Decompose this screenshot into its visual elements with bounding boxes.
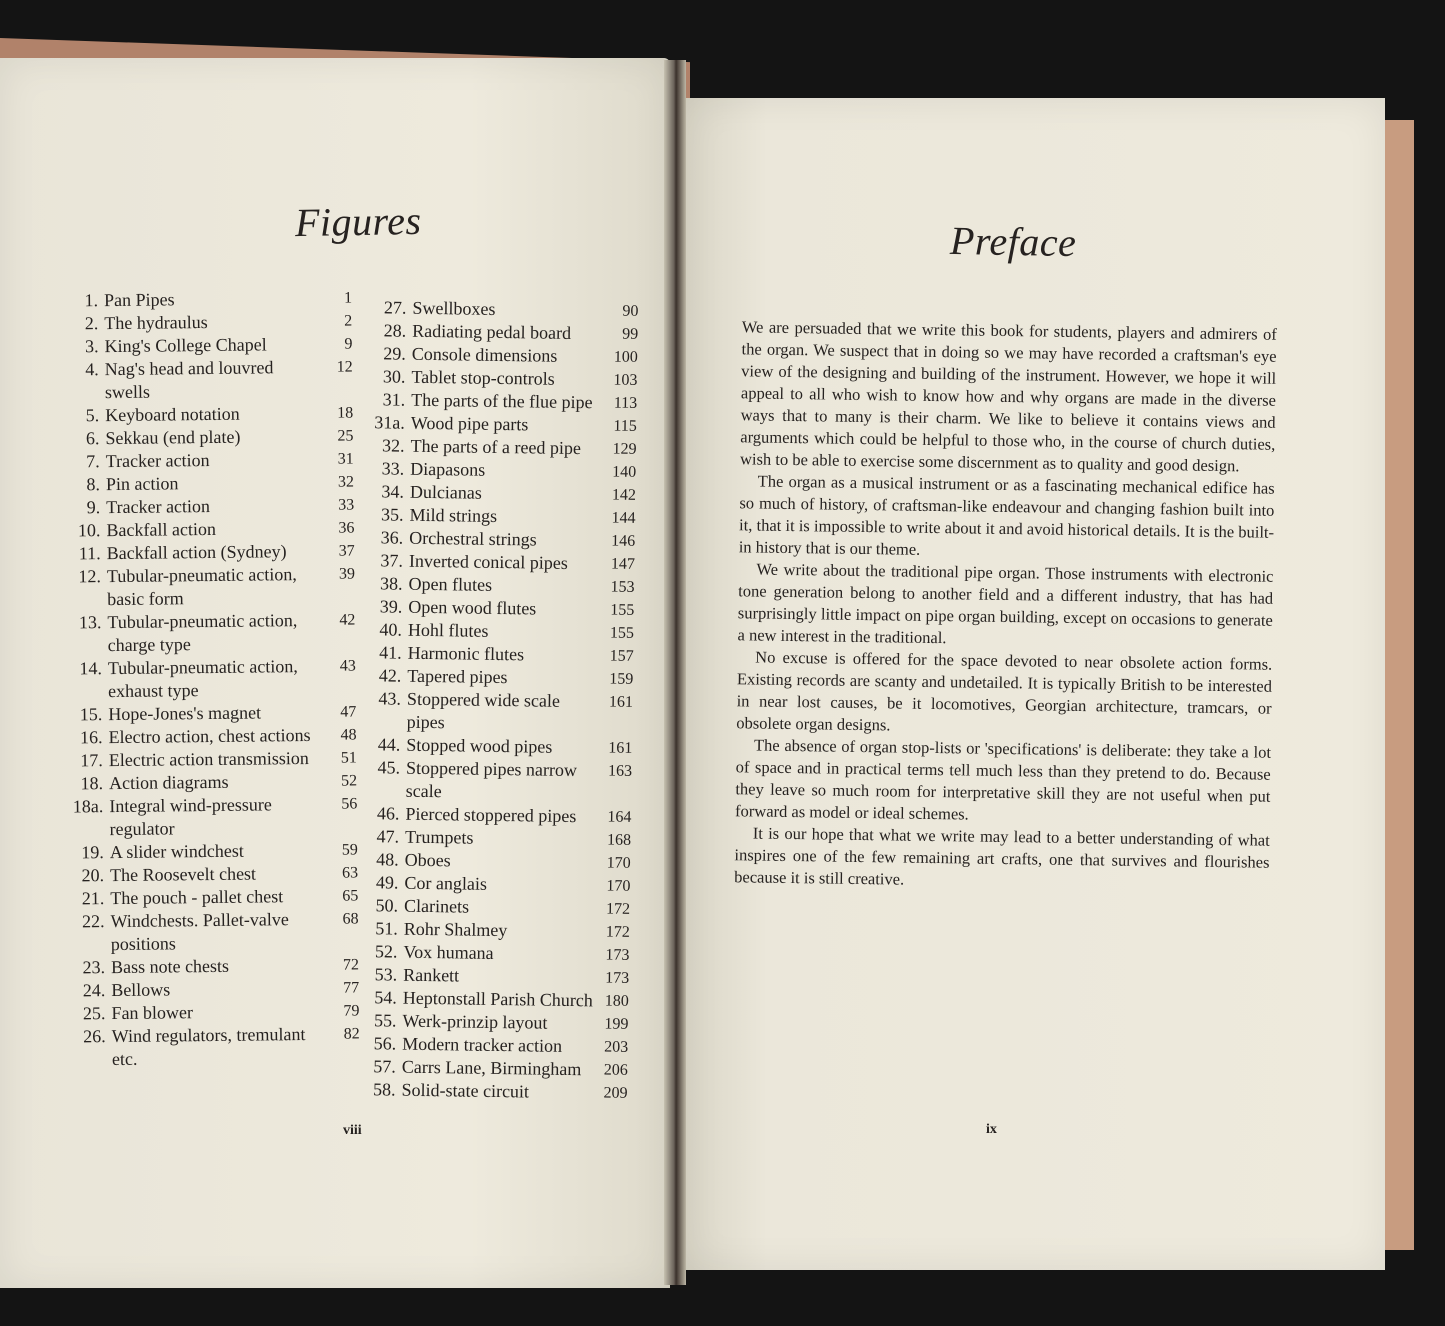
figure-entry [64,447,354,473]
figure-title: Dulcianas [409,481,483,503]
figure-page-number: 170 [606,854,631,872]
figure-page-number: 199 [604,1015,629,1033]
figure-title: The parts of the flue pipe [411,389,593,413]
figure-page-number: 173 [605,969,630,987]
figure-number: 31. [382,389,406,410]
figure-entry [69,999,359,1025]
figure-title: Oboes [404,849,451,871]
figure-number: 46. [376,803,400,824]
figure-page-number: 32 [337,473,355,491]
figure-page-number: 65 [342,887,359,905]
figure-page-number: 209 [603,1084,628,1102]
figure-number: 11. [78,543,101,564]
figure-number: 58. [372,1079,396,1100]
figure-title: Tracker action [105,450,210,472]
figure-title: Backfall action (Sydney) [106,541,287,564]
figure-page-number: 2 [344,312,353,330]
figure-number: 7. [86,451,100,472]
figure-entry [69,976,359,1002]
figure-number: 12. [78,566,102,587]
figure-number: 27. [383,297,407,318]
figure-entry [359,1078,627,1105]
figure-page-number: 164 [607,808,632,826]
figures-list-column-1 [62,287,360,1072]
preface-paragraph: It is our hope that what we write may lead to a better understanding of what inspires one of the few remaining art crafts, one that survives and flourishes because it is still creative. [734,823,1270,889]
figure-title: Stoppered wide scale pipes [406,688,561,733]
figure-title: Diapasons [410,458,486,480]
figure-title: Rohr Shalmey [403,918,508,941]
figure-number: 1. [84,290,99,311]
figure-number: 16. [79,727,103,748]
figure-page-number: 63 [341,864,359,882]
preface-paragraph: We write about the traditional pipe organ. Those instruments with electronic tone generation belong to another field and a different industry, that has had surprisingly little impact on pipe organ building, except on occasions to generate a new interest in the traditional. [737,559,1274,648]
figure-page-number: 115 [613,417,637,435]
figure-title: Tubular-pneumatic action, charge type [107,610,298,656]
preface-body [734,316,1277,895]
figure-title: A slider windchest [109,840,244,863]
figure-title: Bass note chests [110,955,230,978]
figure-title: Harmonic flutes [407,642,525,665]
figure-page-number: 42 [339,611,356,629]
book-gutter [664,60,686,1285]
figure-page-number: 161 [608,693,634,711]
figure-entry [68,838,358,864]
figure-page-number: 172 [605,923,630,941]
figure-page-number: 37 [338,542,355,560]
figure-page-number: 9 [344,335,353,353]
figure-number: 52. [374,941,398,962]
figure-number: 30. [382,366,406,387]
figure-page-number: 172 [605,900,631,918]
preface-paragraph: The organ as a musical instrument or as a fascinating mechanical edifice has so much of history, of craftsman-like endeavour and changing fashion built into it, that it is impossible to write about it and avoid historical details. It is the built-in history that is our theme. [738,471,1275,559]
figure-page-number: 203 [604,1038,629,1056]
figure-entry [68,861,358,887]
figure-title: Vox humana [403,941,494,963]
figure-number: 32. [381,435,405,456]
figure-title: The pouch - pallet chest [110,886,284,909]
figure-page-number: 18 [337,404,354,422]
figure-number: 9. [86,497,101,518]
preface-paragraph: No excuse is offered for the space devoted to near obsolete action forms. Existing records are scanty and undetailed. It is typically British to be interested in near lost causes, be it locomotives, Georgian architecture, tramcars, or obsolete organ designs. [736,647,1273,735]
figure-entry [65,562,355,611]
figure-entry [66,654,356,703]
figure-page-number: 159 [609,670,634,688]
figure-number: 50. [375,895,399,916]
figure-title: Tablet stop-controls [411,366,555,389]
figure-number: 24. [82,980,106,1001]
figure-title: Heptonstall Parish Church [402,987,593,1011]
figure-title: Tracker action [106,496,211,518]
figure-title: Radiating pedal board [412,320,572,343]
figure-entry [62,333,352,359]
figure-title: Modern tracker action [402,1033,563,1056]
figure-title: Stopped wood pipes [406,734,553,757]
figure-number: 3. [84,336,99,357]
figure-title: Trumpets [404,826,474,848]
figure-entry [365,687,634,737]
figure-number: 18. [80,773,104,794]
figure-title: Hope-Jones's magnet [108,702,262,725]
figure-number: 57. [373,1056,397,1077]
figure-title: Backfall action [106,518,216,541]
figure-entry [65,539,355,565]
figure-title: Hohl flutes [407,619,489,641]
figure-number: 26. [83,1026,106,1047]
figure-number: 47. [376,826,400,847]
figure-number: 35. [380,504,404,525]
figure-number: 13. [78,612,102,633]
figure-page-number: 79 [343,1002,360,1020]
figure-number: 37. [380,550,404,571]
figure-number: 29. [383,343,406,364]
figure-title: Rankett [403,964,460,986]
figure-number: 6. [85,428,100,449]
figure-number: 53. [374,964,398,985]
figure-title: Electric action transmission [108,747,309,771]
figure-title: Action diagrams [108,771,229,794]
page-number-left: viii [343,1123,362,1138]
figure-entry [70,1022,360,1071]
figure-number: 2. [84,313,99,334]
figure-page-number: 59 [341,841,358,859]
figure-title: The hydraulus [104,312,208,334]
figure-title: Fan blower [111,1002,194,1024]
figure-title: Tapered pipes [407,665,508,688]
figure-entry [63,424,353,450]
figure-title: Electro action, chest actions [108,724,311,748]
figures-list-column-2 [359,296,638,1105]
figure-page-number: 56 [341,795,358,813]
figure-number: 55. [373,1010,397,1031]
figure-title: Bellows [111,979,171,1001]
figure-title: Solid-state circuit [401,1079,530,1102]
figure-number: 41. [379,642,402,663]
figure-number: 34. [381,481,405,502]
figure-number: 36. [380,527,404,548]
figure-page-number: 1 [343,289,353,307]
figure-entry [67,792,357,841]
figure-title: Pierced stoppered pipes [405,803,577,827]
figure-title: King's College Chapel [104,334,267,357]
figure-number: 22. [81,911,105,932]
figure-page-number: 163 [607,762,633,780]
figure-number: 43. [378,688,402,709]
figure-number: 14. [79,658,102,679]
figure-title: Open wood flutes [408,596,537,619]
figure-page-number: 47 [340,703,357,721]
figure-entry [66,723,356,749]
figure-entry [64,493,354,519]
preface-paragraph: We are persuaded that we write this book for students, players and admirers of the organ. We suspect that in doing so we may have recorded a craftsman's eye view of the designing and building of the instrument. However, we hope it will appeal to all who wish to know how and why organs are made in the diverse ways that to many is their charm. We like to believe it contains views and arguments which could be helpful to those who, in the course of church duties, wish to be able to exercise some discernment as to quality and good design. [739,317,1277,476]
figure-number: 48. [376,849,399,870]
figures-heading: Figures [294,197,422,246]
figure-page-number: 155 [609,624,635,642]
figure-page-number: 52 [340,772,358,790]
figure-entry [63,401,353,427]
figure-number: 19. [81,842,104,863]
figure-page-number: 72 [342,956,360,974]
figure-title: Swellboxes [412,297,496,319]
figure-number: 25. [82,1003,106,1024]
figure-entry [62,287,352,313]
figure-title: Orchestral strings [409,527,537,550]
figure-page-number: 43 [339,657,356,675]
figure-number: 21. [81,888,105,909]
figure-entry [67,746,357,772]
figure-number: 39. [379,596,403,617]
figure-number: 17. [80,750,103,771]
figure-page-number: 170 [606,877,631,895]
figure-page-number: 155 [610,601,635,619]
figure-number: 18a. [72,796,104,817]
figure-page-number: 168 [606,831,632,849]
figure-title: Werk-prinzip layout [402,1010,548,1033]
figure-page-number: 36 [338,519,355,537]
figure-number: 56. [373,1033,397,1054]
figure-number: 45. [377,757,401,778]
figure-title: Windchests. Pallet-valve positions [110,909,289,955]
figure-page-number: 39 [338,565,355,583]
figure-title: Console dimensions [411,343,558,366]
figure-title: Pin action [105,473,179,495]
figure-page-number: 90 [622,302,639,320]
figure-page-number: 82 [343,1025,360,1043]
figure-page-number: 51 [340,749,357,767]
figure-number: 33. [381,458,405,479]
figure-page-number: 140 [612,463,637,481]
figure-title: Tubular-pneumatic action, exhaust type [107,656,298,702]
figure-title: Mild strings [409,504,498,526]
figure-entry [69,953,359,979]
figure-title: Carrs Lane, Birmingham [401,1056,582,1080]
figure-entry [67,769,357,795]
figure-number: 20. [81,865,105,886]
figure-page-number: 146 [611,532,636,550]
figure-page-number: 173 [605,946,630,964]
figure-page-number: 33 [338,496,355,514]
figure-title: Stoppered pipes narrow scale [405,757,578,802]
figure-title: The parts of a reed pipe [410,435,582,459]
figure-title: Wood pipe parts [410,412,529,435]
figure-entry [62,310,352,336]
figure-number: 15. [79,704,103,725]
figure-entry [63,355,353,404]
figure-number: 51. [375,918,398,939]
figure-page-number: 129 [612,440,637,458]
figure-entry [68,907,358,956]
figure-number: 5. [85,405,100,426]
figure-number: 44. [377,734,401,755]
figure-page-number: 161 [608,739,633,757]
figure-page-number: 25 [337,427,354,445]
figure-page-number: 31 [337,450,354,468]
figure-number: 28. [383,320,407,341]
figure-number: 49. [375,872,399,893]
figure-number: 31a. [374,412,406,433]
figure-page-number: 68 [342,910,359,928]
figure-title: Sekkau (end plate) [105,426,241,449]
figure-page-number: 142 [611,486,636,504]
figure-page-number: 77 [343,979,360,997]
figure-page-number: 153 [610,578,635,596]
figure-entry [65,608,355,657]
preface-heading: Preface [949,217,1077,266]
figure-title: Open flutes [408,573,493,595]
figure-entry [364,756,633,806]
figure-page-number: 103 [613,371,638,389]
figure-page-number: 113 [613,394,638,412]
figure-entry [64,470,354,496]
figure-page-number: 206 [603,1061,628,1079]
figure-entry [68,884,358,910]
figure-entry [66,700,356,726]
figure-number: 10. [77,520,101,541]
figure-title: Nag's head and louvred swells [104,357,274,403]
figure-number: 38. [379,573,403,594]
figure-page-number: 100 [613,348,638,366]
figure-page-number: 12 [336,358,353,376]
figure-page-number: 157 [609,647,634,665]
figure-number: 42. [378,665,402,686]
figure-page-number: 180 [604,992,629,1010]
figure-page-number: 99 [622,325,639,343]
figure-page-number: 48 [340,726,357,744]
figure-page-number: 144 [611,509,636,527]
figure-number: 40. [379,619,403,640]
figure-number: 23. [82,957,106,978]
figure-number: 4. [85,359,99,380]
preface-paragraph: The absence of organ stop-lists or 'specifications' is deliberate: they take a lot of space and in practical terms tell much less than they pretend to do. Because they leave so much room for interpretative skill they are not useful when put forward as model or ideal schemes. [734,735,1272,824]
figure-title: Keyboard notation [105,403,240,426]
figure-title: The Roosevelt chest [109,863,257,886]
figure-title: Tubular-pneumatic action, basic form [106,564,297,610]
figure-number: 8. [86,474,101,495]
page-number-right: ix [986,1122,997,1137]
figure-entry [64,516,354,542]
figure-number: 54. [374,987,397,1008]
figure-page-number: 147 [610,555,636,573]
figure-title: Wind regulators, tremulant etc. [111,1024,306,1070]
figure-title: Integral wind-pressure regulator [109,794,272,840]
figure-title: Cor anglais [404,872,488,894]
figure-title: Pan Pipes [103,289,175,311]
figure-title: Inverted conical pipes [408,550,569,573]
figure-title: Clarinets [403,895,470,917]
